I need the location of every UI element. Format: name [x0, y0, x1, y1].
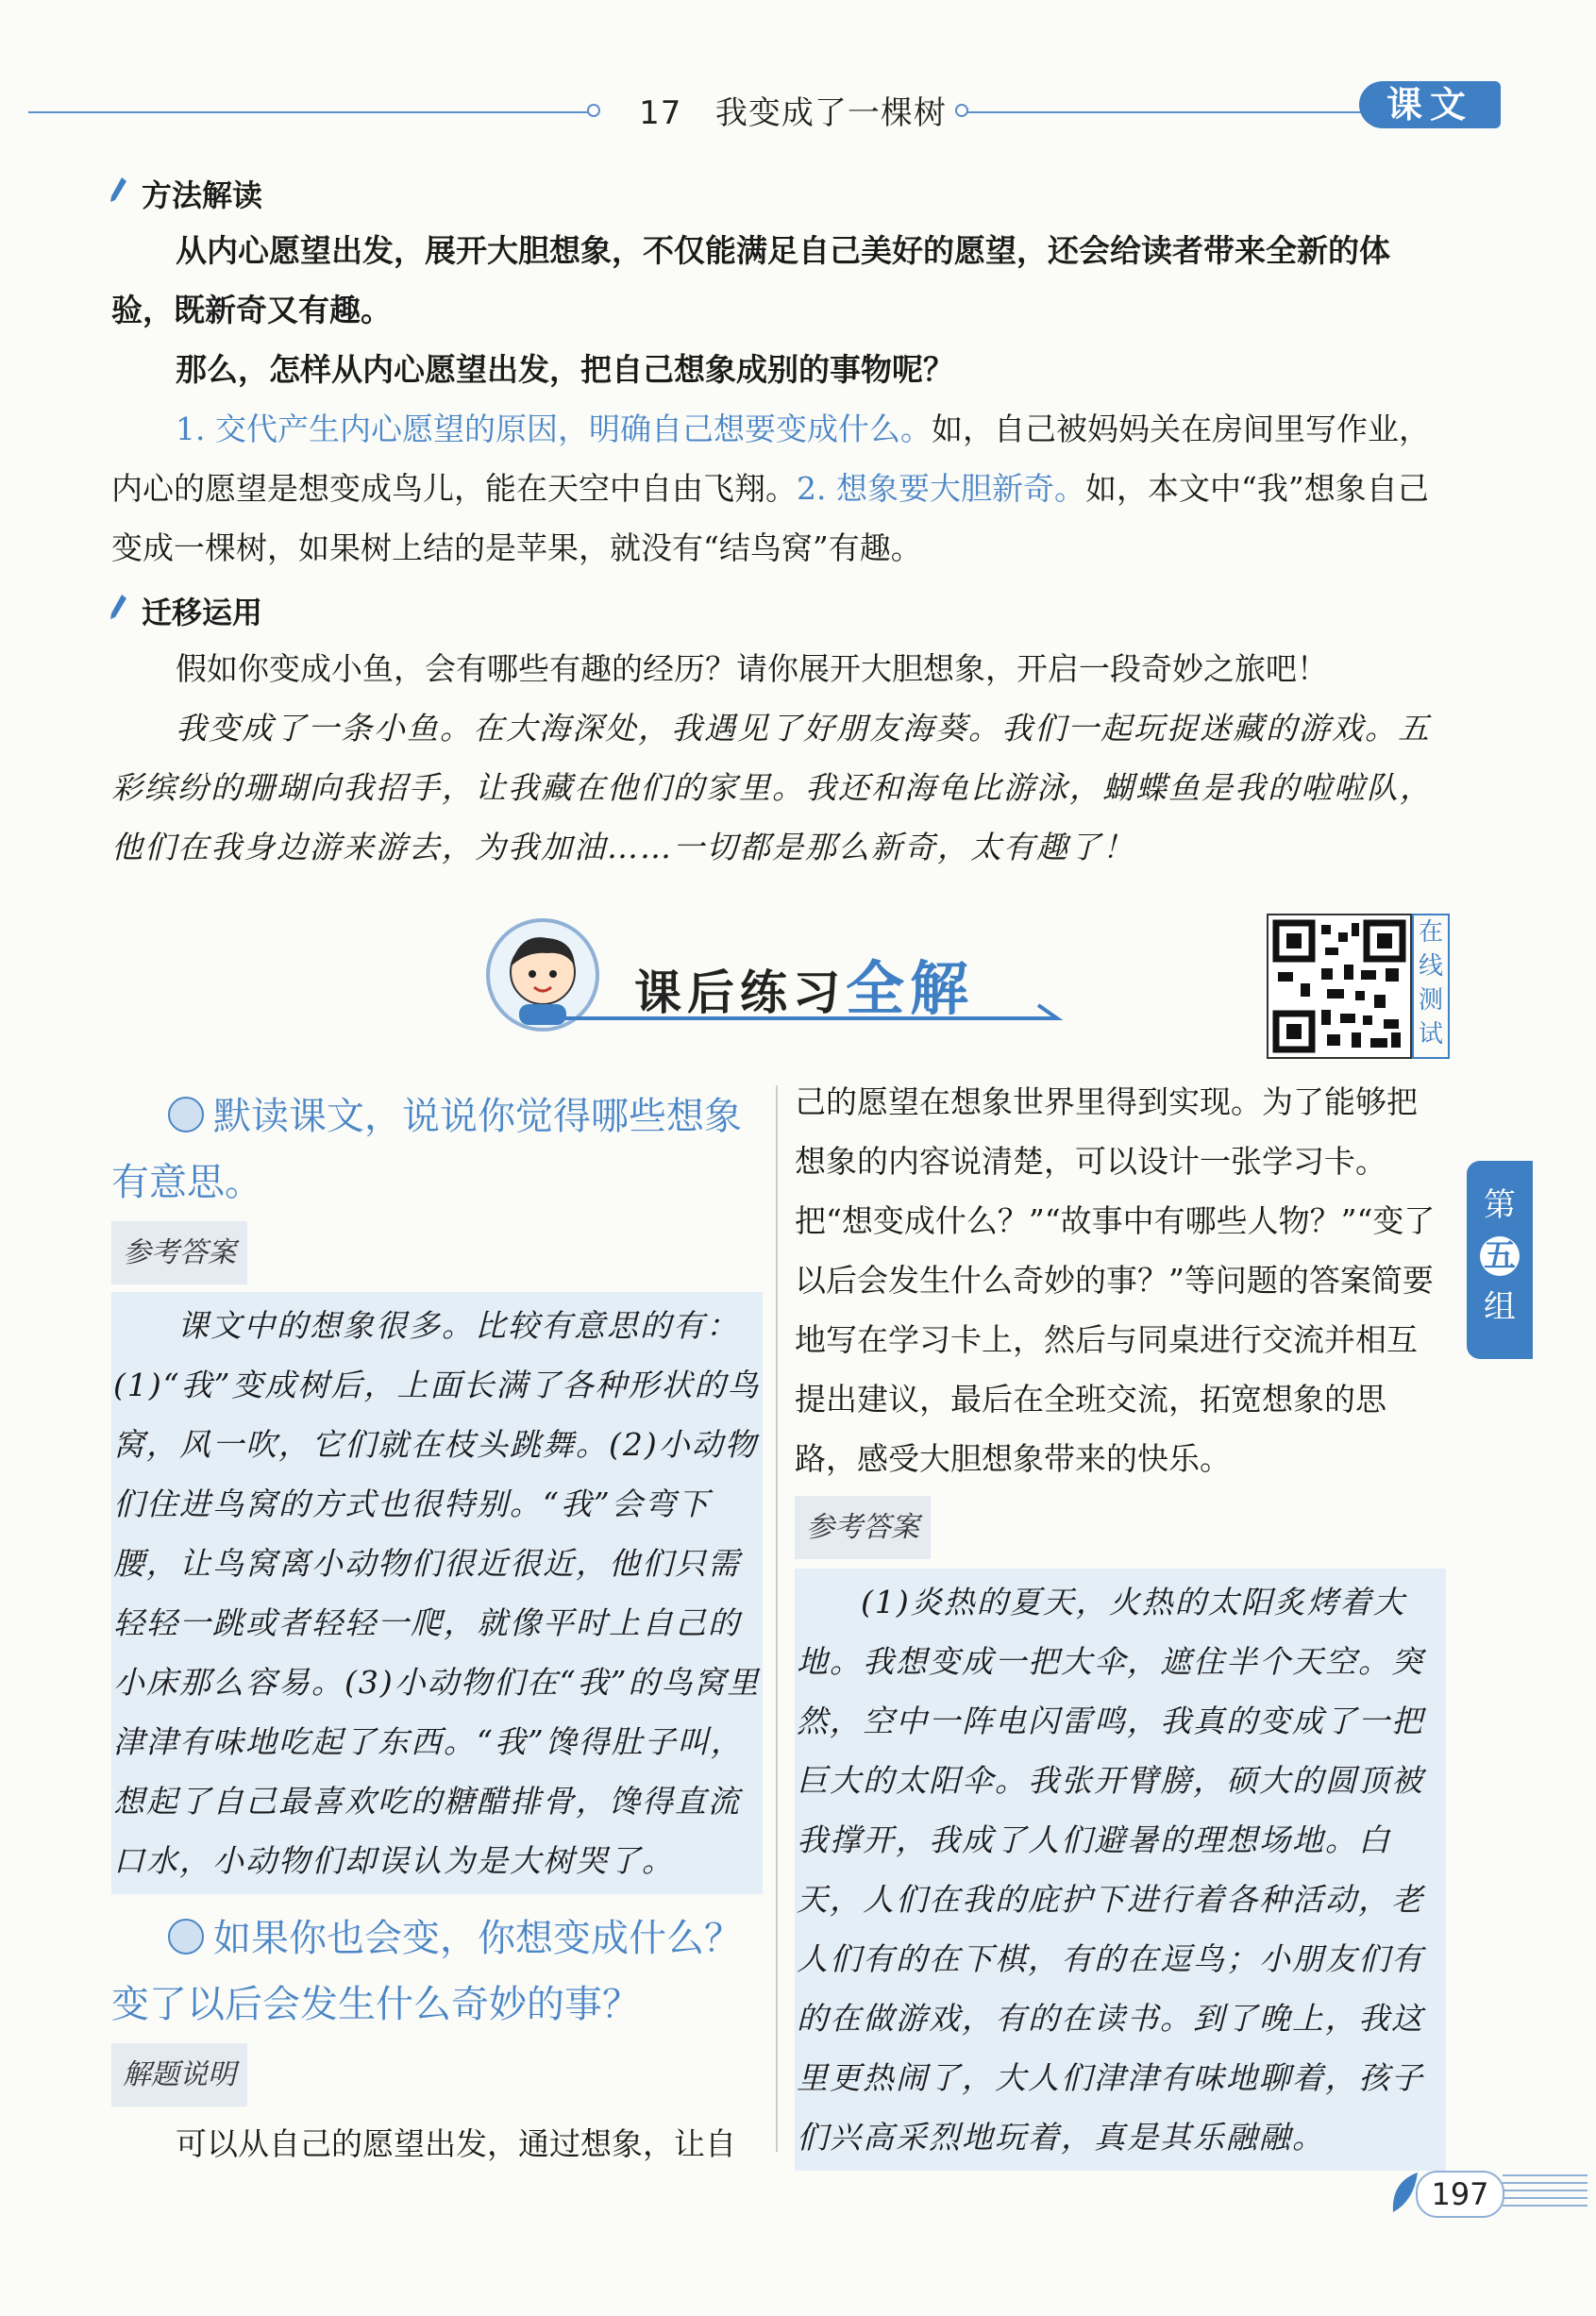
transfer-title: 迁移运用 [142, 595, 263, 630]
question-2-text: 如果你也会变，你想变成什么？变了以后会发生什么奇妙的事？ [111, 1917, 742, 2026]
question-icon [168, 1097, 204, 1133]
transfer-sample: 我变成了一条小鱼。在大海深处，我遇见了好朋友海葵。我们一起玩捉迷藏的游戏。五彩缤纷的珊瑚向我招手，让我藏在他们的家里。我还和海龟比游泳，蝴蝶鱼是我的啦啦队，他们在我身边游来游去，为我加油……一切都是那么新奇，太有趣了！ [111, 710, 1433, 865]
method-question: 那么，怎样从内心愿望出发，把自己想象成别的事物呢？ [176, 351, 954, 388]
question-1-text: 默读课文，说说你觉得哪些想象有意思。 [111, 1095, 742, 1204]
qr-code-icon[interactable] [1267, 914, 1412, 1059]
banner-title-plain: 课后练习 [634, 965, 846, 1020]
qr-label[interactable]: 在线测试 [1412, 914, 1450, 1059]
answer-tag-2: 参考答案 [795, 1496, 931, 1559]
banner-title [634, 942, 974, 1026]
method-points [111, 399, 1452, 578]
method-point-2: 2. 想象要大胆新奇。 [797, 470, 1085, 507]
header-rule-left [28, 111, 595, 113]
method-title: 方法解读 [142, 177, 263, 213]
method-point-1: 1. 交代产生内心愿望的原因，明确自己想要变成什么。 [176, 411, 932, 447]
section-tag: 课文 [1359, 81, 1501, 128]
unit-tab-number: 五 [1480, 1236, 1520, 1276]
lesson-heading [623, 87, 963, 133]
method-point-2-example: 如，本文中“我”想象自己变成一棵树，如果树上结的是苹果，就没有“结鸟窝”有趣。 [111, 470, 1429, 566]
question-2-explain-start: 可以从自己的愿望出发，通过想象，让自 [176, 2125, 736, 2162]
unit-side-tab[interactable] [1467, 1161, 1533, 1359]
explain-tag: 解题说明 [111, 2043, 247, 2106]
question-icon [168, 1919, 204, 1955]
method-intro: 从内心愿望出发，展开大胆想象，不仅能满足自己美好的愿望，还会给读者带来全新的体验，既新奇又有趣。 [111, 232, 1390, 328]
pen-icon [108, 593, 128, 621]
header-rule-right [966, 111, 1363, 113]
header-dot-right [955, 104, 968, 117]
column-divider [776, 1085, 778, 2152]
pen-icon [108, 176, 128, 204]
question-2 [111, 1905, 763, 2038]
question-2-answer: (1)炎热的夏天，火热的太阳炙烤着大地。我想变成一把大伞，遮住半个天空。突然，空中一阵电闪雷鸣，我真的变成了一把巨大的太阳伞。我张开臂膀，硕大的圆顶被我撑开，我成了人们避暑的理想场地。白天，人们在我的庇护下进行着各种活动，老人们有的在下棋，有的在逗鸟；小朋友们有的在做游戏，有的在读书。到了晚上，我这里更热闹了，大人们津津有味地聊着，孩子们兴高采烈地玩着，真是其乐融融。 [795, 1569, 1446, 2171]
method-point-1-example: 如，自己被妈妈关在房间里写作业，内心的愿望是想变成鸟儿，能在天空中自由飞翔。 [111, 411, 1430, 507]
lesson-title: 我变成了一棵树 [714, 94, 947, 132]
question-1-answer: 课文中的想象很多。比较有意思的有：(1)“我”变成树后，上面长满了各种形状的鸟窝，风一吹，它们就在枝头跳舞。(2)小动物们住进鸟窝的方式也很特别。“我”会弯下腰，让鸟窝离小动物们很近很近，他们只需轻轻一跳或者轻轻一爬，就像平时上自己的小床那么容易。(3)小动物们在“我”的鸟窝里津津有味地吃起了东西。“我”馋得肚子叫，想起了自己最喜欢吃的糖醋排骨，馋得直流口水，小动物们却误认为是大树哭了。 [111, 1292, 763, 1894]
unit-tab-top: 第 [1484, 1186, 1516, 1224]
header-dot-left [587, 104, 600, 117]
page-number-lines [1503, 2174, 1588, 2212]
question-2-explain-cont: 己的愿望在想象世界里得到实现。为了能够把想象的内容说清楚，可以设计一张学习卡。把“想变成什么？”“故事中有哪些人物？”“变了以后会发生什么奇妙的事？”等问题的答案简要地写在学习卡上，然后与同桌进行交流并相互提出建议，最后在全班交流，拓宽想象的思路，感受大胆想象带来的快乐。 [795, 1083, 1436, 1477]
transfer-prompt: 假如你变成小鱼，会有哪些有趣的经历？请你展开大胆想象，开启一段奇妙之旅吧！ [176, 650, 1328, 687]
answer-tag: 参考答案 [111, 1221, 247, 1284]
unit-tab-bottom: 组 [1484, 1288, 1516, 1326]
left-column [111, 1083, 763, 2173]
question-1 [111, 1083, 763, 1216]
banner-title-accent: 全解 [846, 954, 975, 1023]
lesson-number: 17 [639, 94, 682, 132]
right-column [795, 1072, 1446, 2171]
page-number: 197 [1416, 2171, 1504, 2218]
